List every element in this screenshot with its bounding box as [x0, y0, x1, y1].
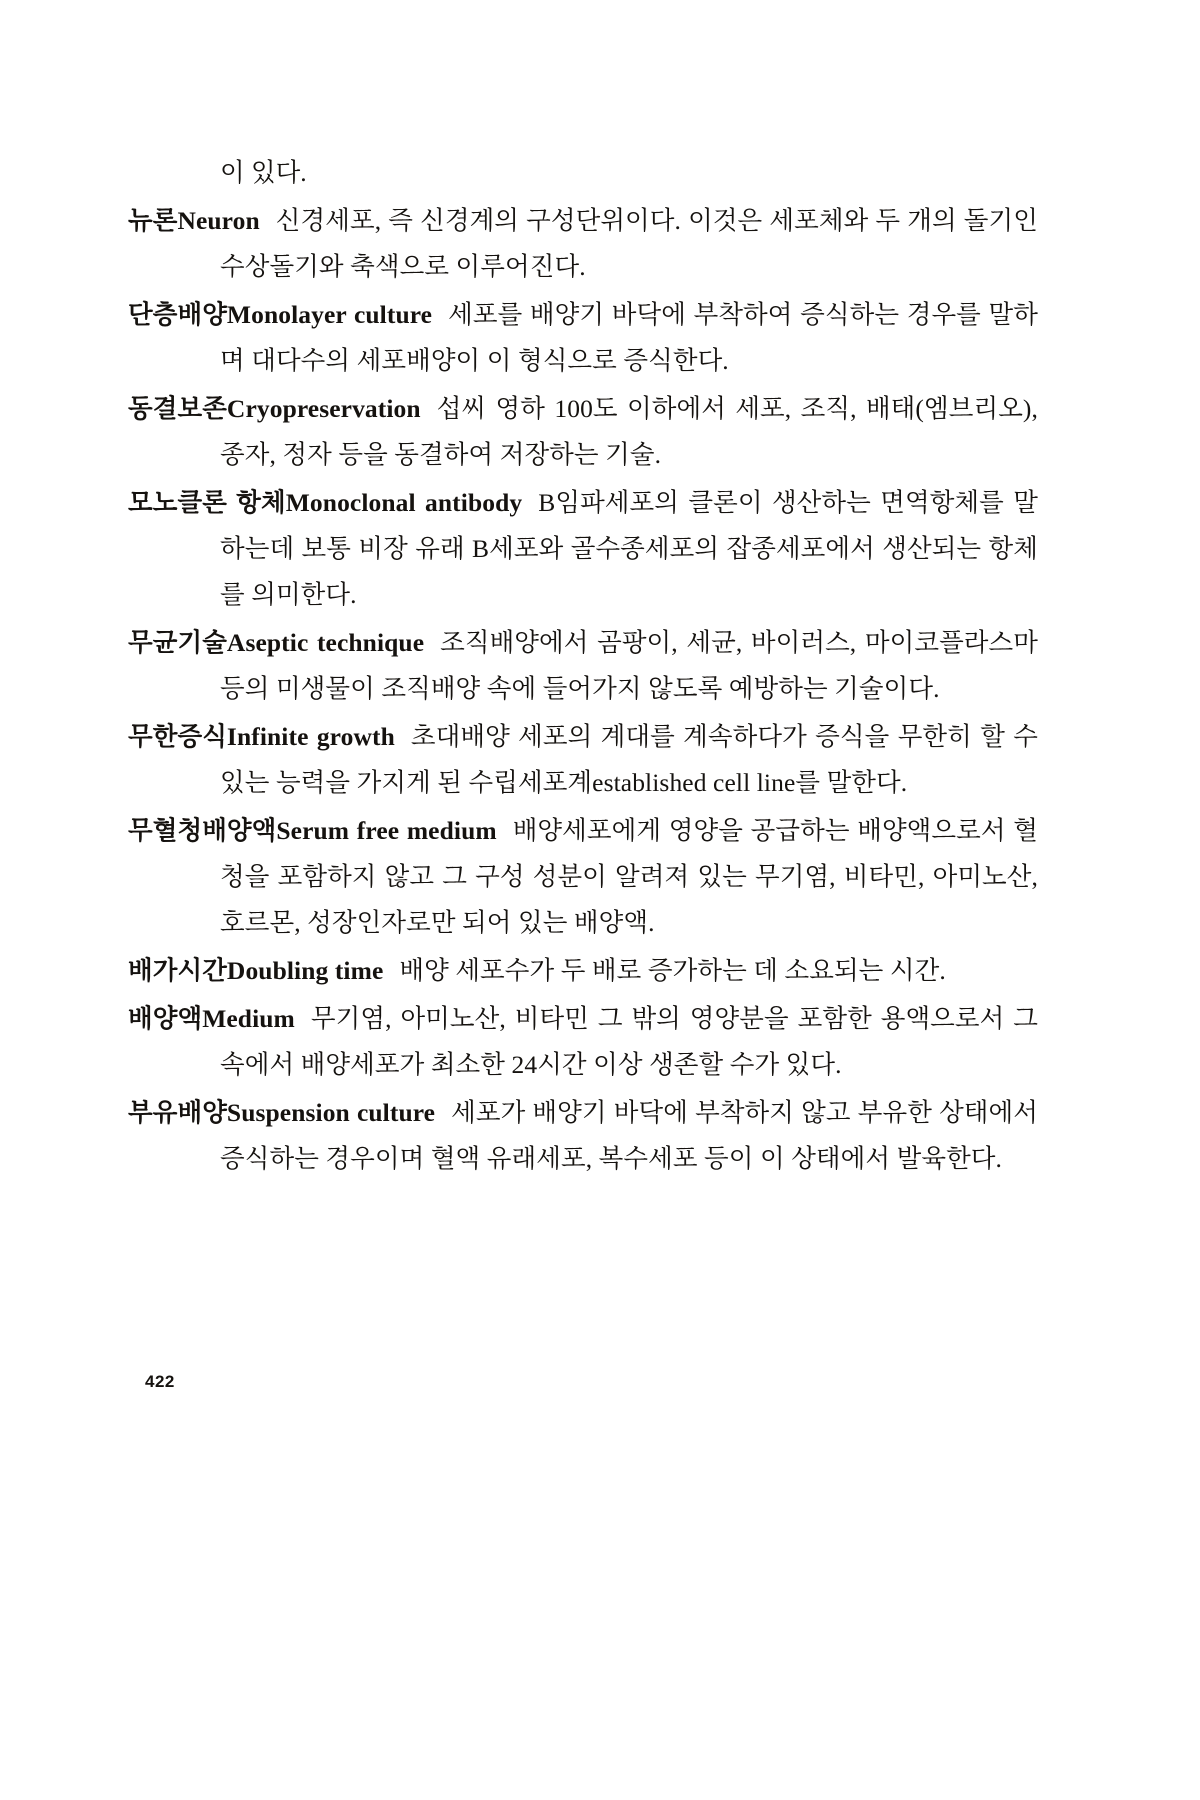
entry-definition: B임파세포의 클론이 생산하는 면역항체를 말하는데 보통 비장 유래 B세포와 골수종세포의 잡종세포에서 생산되는 항체를 의미한다. — [220, 488, 1038, 609]
glossary-entry — [128, 386, 1038, 478]
continuation-line: 이 있다. — [220, 158, 307, 187]
entry-term: 뉴론Neuron — [128, 206, 260, 235]
entry-definition: 배양 세포수가 두 배로 증가하는 데 소요되는 시간. — [399, 956, 946, 985]
glossary-entry — [128, 292, 1038, 384]
entry-definition: 배양세포에게 영양을 공급하는 배양액으로서 혈청을 포함하지 않고 그 구성 성분이 알려져 있는 무기염, 비타민, 아미노산, 호르몬, 성장인자로만 되어 있는 배양액. — [220, 816, 1039, 937]
glossary-entry — [128, 480, 1038, 618]
glossary-entry — [128, 714, 1038, 806]
glossary-entry — [128, 620, 1038, 712]
entry-definition: 세포가 배양기 바닥에 부착하지 않고 부유한 상태에서 증식하는 경우이며 혈액 유래세포, 복수세포 등이 이 상태에서 발육한다. — [220, 1098, 1038, 1173]
entry-term: 배가시간Doubling time — [128, 956, 384, 985]
glossary-entry — [128, 198, 1038, 290]
glossary-entry — [128, 996, 1038, 1088]
entry-term: 부유배양Suspension culture — [128, 1098, 436, 1127]
entry-definition: 무기염, 아미노산, 비타민 그 밖의 영양분을 포함한 용액으로서 그 속에서 배양세포가 최소한 24시간 이상 생존할 수가 있다. — [220, 1004, 1038, 1079]
entry-term: 배양액Medium — [128, 1004, 295, 1033]
entry-term: 무혈청배양액Serum free medium — [128, 816, 497, 845]
entry-term: 무한증식Infinite growth — [128, 722, 395, 751]
entry-term: 모노클론 항체Monoclonal antibody — [128, 488, 523, 517]
entry-definition: 섭씨 영하 100도 이하에서 세포, 조직, 배태(엠브리오), 종자, 정자 등을 동결하여 저장하는 기술. — [220, 394, 1038, 469]
entry-definition: 세포를 배양기 바닥에 부착하여 증식하는 경우를 말하며 대다수의 세포배양이 이 형식으로 증식한다. — [220, 300, 1038, 375]
entry-term: 무균기술Aseptic technique — [128, 628, 425, 657]
glossary-entry — [128, 948, 1038, 994]
page-number: 422 — [145, 1372, 175, 1391]
entry-definition: 조직배양에서 곰팡이, 세균, 바이러스, 마이코플라스마 등의 미생물이 조직배양 속에 들어가지 않도록 예방하는 기술이다. — [220, 628, 1038, 703]
entry-term: 단층배양Monolayer culture — [128, 300, 433, 329]
glossary-body — [128, 150, 1038, 1184]
glossary-entry — [128, 1090, 1038, 1182]
entry-definition: 초대배양 세포의 계대를 계속하다가 증식을 무한히 할 수 있는 능력을 가지게 된 수립세포계established cell line를 말한다. — [220, 722, 1039, 797]
entry-term: 동결보존Cryopreservation — [128, 394, 421, 423]
entry-definition: 신경세포, 즉 신경계의 구성단위이다. 이것은 세포체와 두 개의 돌기인 수상돌기와 축색으로 이루어진다. — [220, 206, 1038, 281]
glossary-entry — [128, 808, 1038, 946]
